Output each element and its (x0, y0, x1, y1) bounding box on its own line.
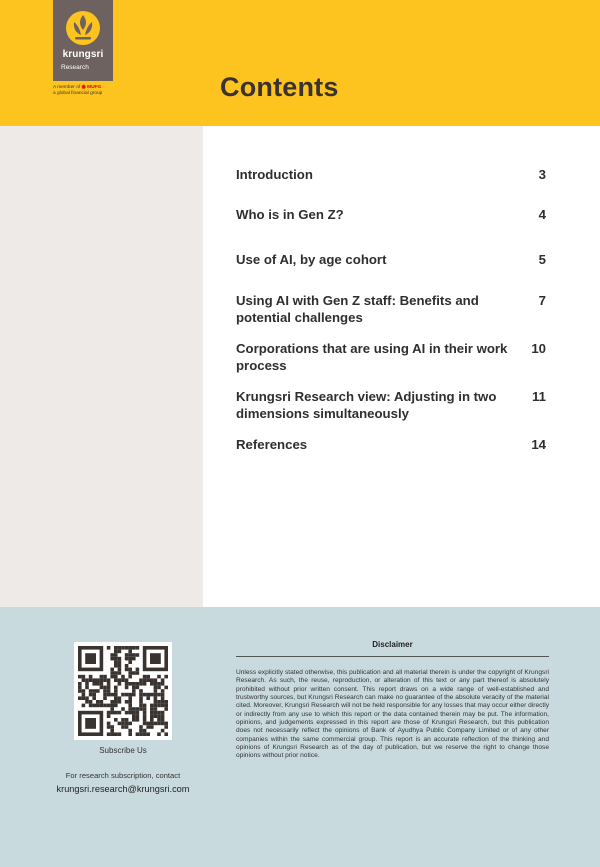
brand-name: krungsri (62, 49, 104, 60)
contact-label: For research subscription, contact (65, 771, 181, 780)
disclaimer-text: Unless explicitly stated otherwise, this publication and all material therein is under the copyright of Krungsri Research. As such, the reuse, reproduction, or alteration of this text or any part thereof is absolutely prohibited without prior written consent. This report draws on a wide range of well-established and trustworthy sources, but Krungsri Research can make no guarantee of the absolute veracity of the material cited. Moreover, Krungsri Research will not be held responsible for any losses that may occur either directly or indirectly from any use to which this report or the data contained therein may be put. The information, opinions, and judgements expressed in this report are those of Krungsri Research, but this publication does not necessarily reflect the opinions of Bank of Ayudhya Public Company Limited or of any other companies within the same commercial group. This report is an accurate reflection of the thinking and opinions of Krungsri Research as of the day of publication, but we reserve the right to change those opinions without prior notice. (236, 669, 549, 760)
disclaimer-divider (236, 656, 549, 657)
contact-email-link[interactable]: krungsri.research@krungsri.com (56, 784, 190, 794)
member-line (53, 85, 102, 97)
qr-code-icon (74, 642, 172, 740)
mufg-brand: MUFG (87, 85, 102, 90)
page-title: Contents (220, 72, 339, 102)
toc-item-page: 3 (538, 167, 546, 182)
toc-item-label: Corporations that are using AI in their work process (236, 341, 508, 373)
footer-band (0, 607, 600, 867)
toc-item-label: Use of AI, by age cohort (236, 252, 387, 267)
toc-item-label: Krungsri Research view: Adjusting in two dimensions simultaneously (236, 389, 497, 421)
header-band (0, 0, 600, 126)
subscribe-label: Subscribe Us (99, 746, 147, 755)
toc-item-page: 14 (531, 437, 546, 452)
member-prefix: A member of (53, 85, 81, 90)
toc-item-label: Introduction (236, 167, 313, 182)
toc-item-page: 11 (532, 389, 546, 404)
krungsri-logo[interactable] (53, 0, 113, 81)
qr-code[interactable] (74, 642, 172, 740)
member-tagline: a global financial group (53, 91, 103, 96)
toc-item-page: 5 (538, 252, 546, 267)
toc-item-page: 10 (531, 341, 546, 356)
toc-item-page: 4 (538, 207, 546, 222)
disclaimer-title: Disclaimer (372, 640, 413, 649)
toc-item-label: References (236, 437, 308, 452)
brand-sub: Research (61, 64, 89, 71)
left-sidebar-band (0, 126, 203, 607)
mufg-mark: ◉ (81, 85, 86, 90)
toc-item-page: 7 (538, 293, 546, 308)
toc-item-label: Using AI with Gen Z staff: Benefits and potential challenges (236, 293, 479, 325)
toc-item-label: Who is in Gen Z? (236, 207, 344, 222)
krungsri-logo-icon (65, 10, 101, 46)
